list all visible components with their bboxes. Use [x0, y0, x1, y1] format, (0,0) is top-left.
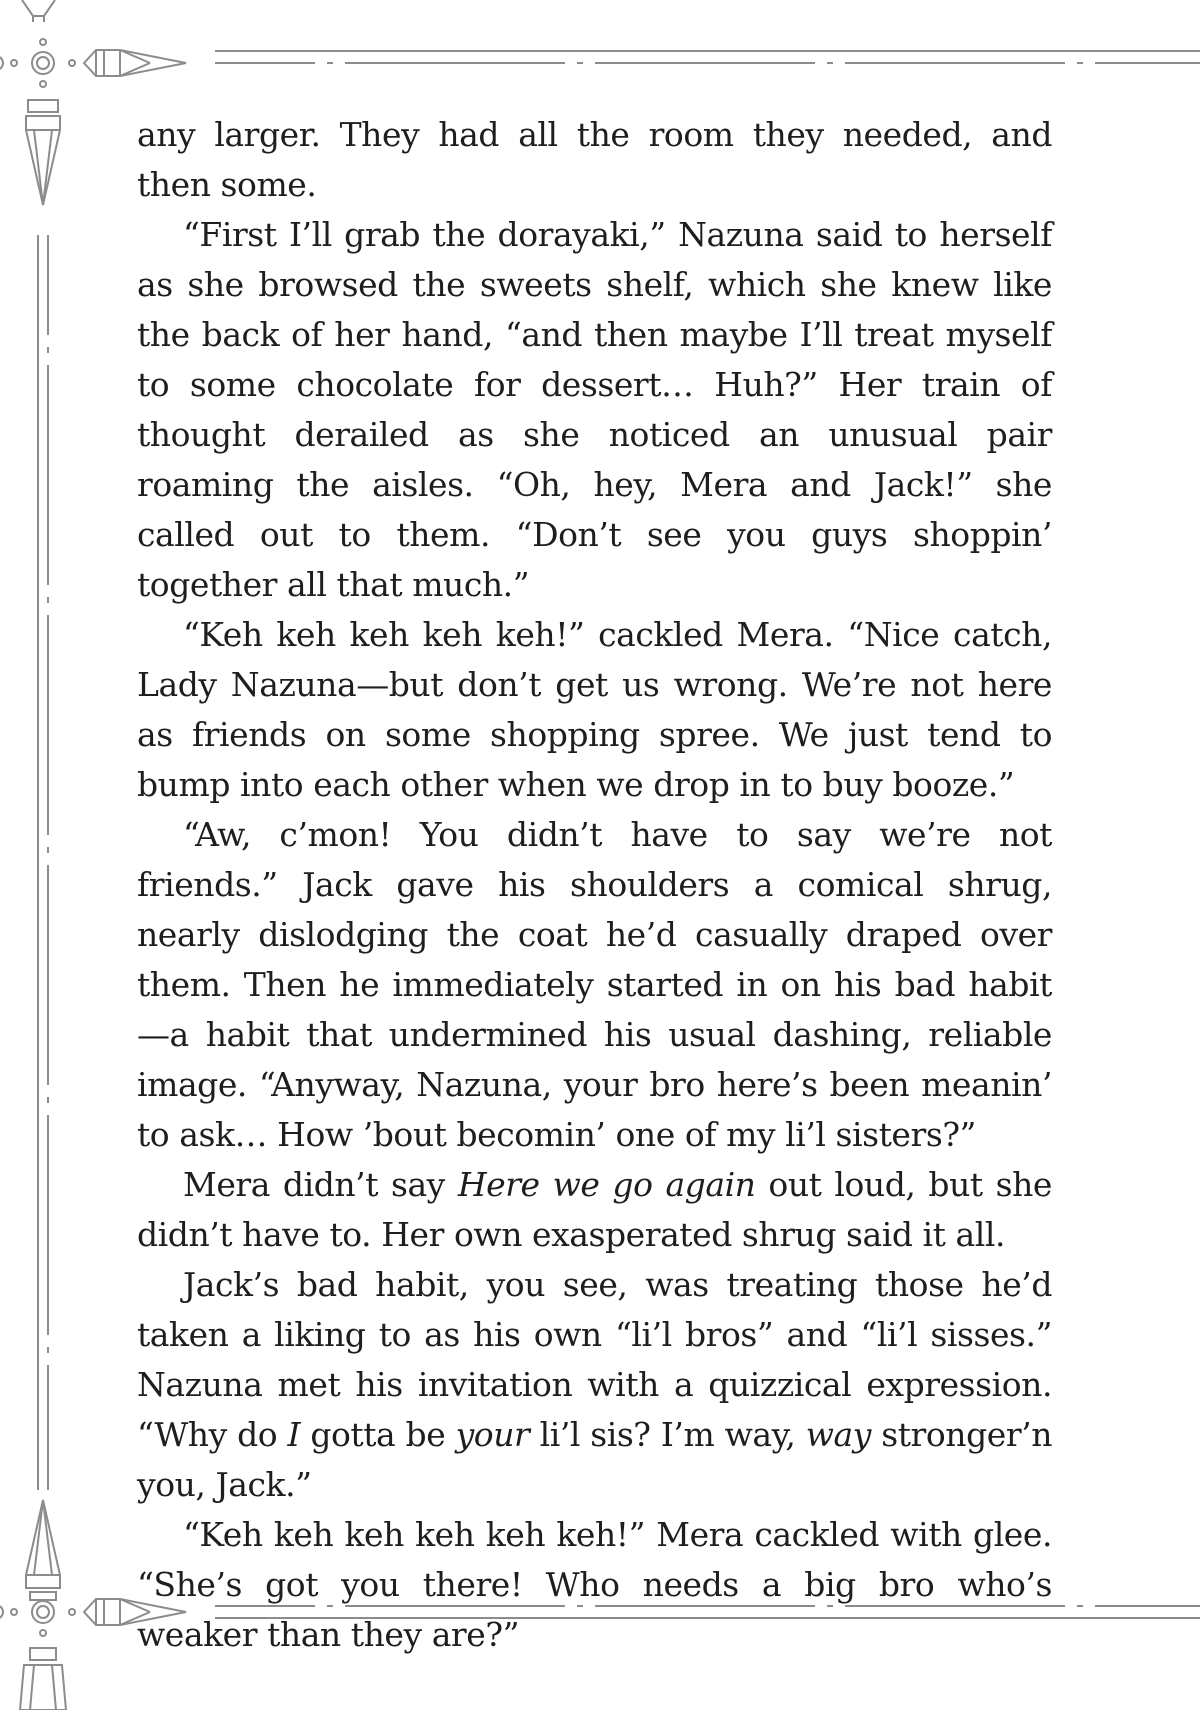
paragraph	[137, 1260, 1052, 1510]
paragraph	[137, 1510, 1052, 1660]
text-run: “Aw, c’mon! You didn’t have to say we’re not friends.” Jack gave his shoulders a comical shrug, nearly dislodging the coat he’d casually draped over them. Then he immediately started in on his bad habit—a habit that undermined his usual dashing, reliable image. “Anyway, Nazuna, your bro here’s been meanin’ to ask… How ’bout becomin’ one of my li’l sisters?”	[137, 815, 1052, 1154]
crystal-arrow-icon	[84, 50, 186, 76]
text-run: Mera didn’t say	[183, 1165, 458, 1204]
paragraph	[137, 1160, 1052, 1260]
text-run: gotta be	[300, 1415, 456, 1454]
text-run: any larger. They had all the room they needed, and then some.	[137, 115, 1052, 204]
ring-icon	[32, 52, 54, 74]
text-run: stronger’n you, Jack.”	[137, 1415, 1052, 1504]
crystal-pendant-icon	[20, 1648, 66, 1710]
paragraph	[137, 810, 1052, 1160]
italic-text: your	[455, 1415, 530, 1454]
italic-text: Here we go again	[457, 1165, 756, 1204]
text-run: “Keh keh keh keh keh keh!” Mera cackled with glee. “She’s got you there! Who needs a big bro who’s weaker than they are?”	[137, 1515, 1052, 1654]
text-run: “Keh keh keh keh keh!” cackled Mera. “Nice catch, Lady Nazuna—but don’t get us wrong. We’re not here as friends on some shopping spree. We just tend to bump into each other when we drop in to buy booze.”	[137, 615, 1052, 804]
ring-icon	[32, 1601, 54, 1623]
body-text	[137, 110, 1052, 1660]
text-run: Jack’s bad habit, you see, was treating those he’d taken a liking to as his own “li’l bros” and “li’l sisses.” Nazuna met his invitation with a quizzical expression. “Why do	[137, 1265, 1052, 1454]
text-run: li’l sis? I’m way,	[529, 1415, 806, 1454]
text-run: out loud, but she didn’t have to. Her own exasperated shrug said it all.	[137, 1165, 1052, 1254]
crystal-pendant-icon	[22, 0, 55, 16]
italic-text: I	[287, 1415, 301, 1454]
top-border-rule	[215, 51, 1200, 63]
paragraph	[137, 610, 1052, 810]
italic-text: way	[805, 1415, 871, 1454]
text-run: “First I’ll grab the dorayaki,” Nazuna said to herself as she browsed the sweets shelf, which she knew like the back of her hand, “and then maybe I’ll treat myself to some chocolate for dessert… Huh?” Her train of thought derailed as she noticed an unusual pair roaming the aisles. “Oh, hey, Mera and Jack!” she called out to them. “Don’t see you guys shoppin’ together all that much.”	[137, 215, 1052, 604]
crystal-pendant-icon	[26, 1500, 60, 1600]
paragraph	[137, 210, 1052, 610]
crystal-pendant-icon	[26, 100, 60, 205]
left-border-rule	[38, 235, 48, 1490]
paragraph	[137, 110, 1052, 210]
